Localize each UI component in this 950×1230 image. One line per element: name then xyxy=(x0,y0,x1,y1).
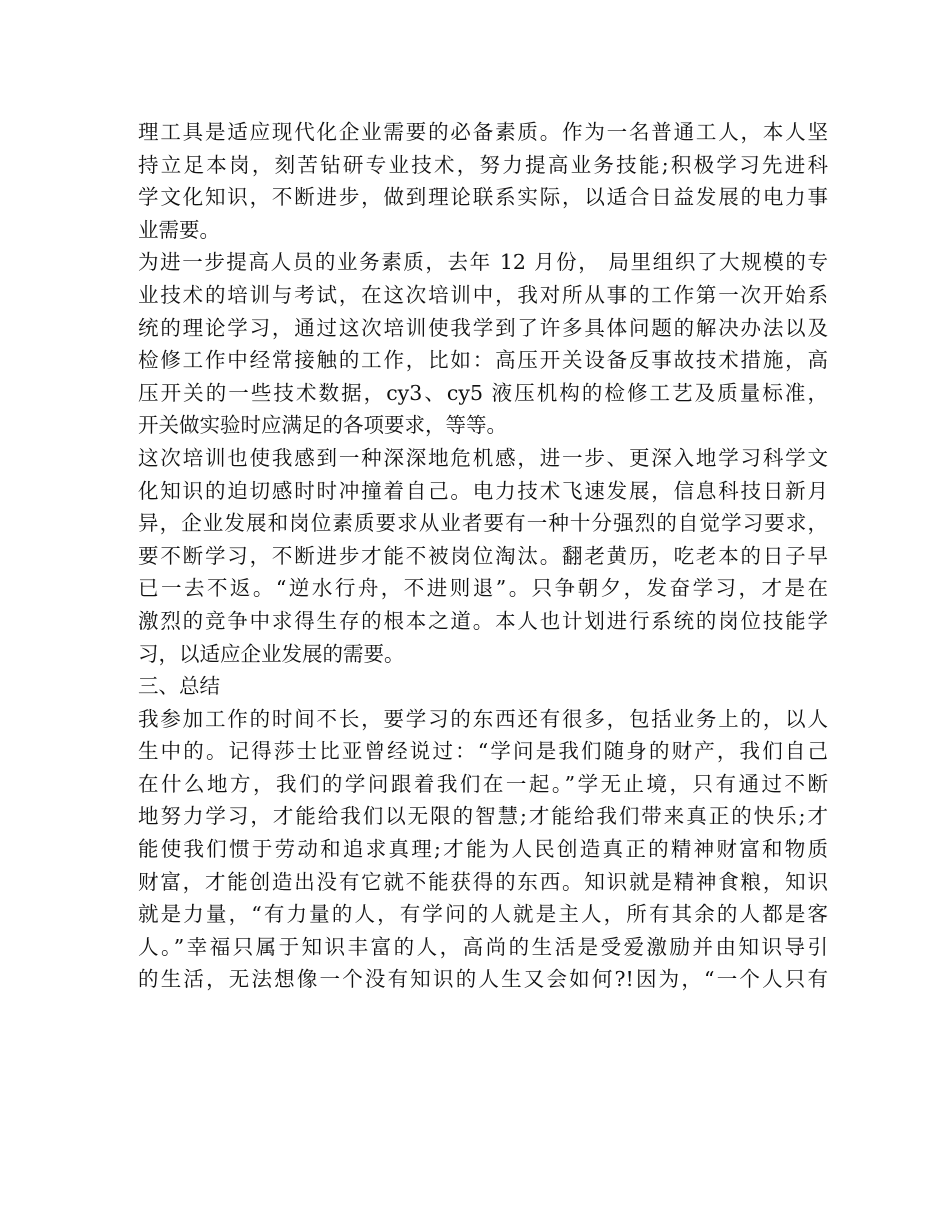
text-line: 在什么地方，我们的学问跟着我们在一起。”学无止境，只有通过不断 xyxy=(138,771,828,796)
text-line: 就是力量，“有力量的人，有学问的人就是主人，所有其余的人都是客 xyxy=(138,902,828,927)
text-line: 财富，才能创造出没有它就不能获得的东西。知识就是精神食粮，知识 xyxy=(138,869,828,894)
text-line: 检修工作中经常接触的工作，比如：高压开关设备反事故技术措施，高 xyxy=(138,348,828,373)
text-line: 理工具是适应现代化企业需要的必备素质。作为一名普通工人，本人坚 xyxy=(138,120,828,144)
text-line: 异，企业发展和岗位素质要求从业者要有一种十分强烈的自觉学习要求， xyxy=(138,511,828,536)
text-line: 地努力学习，才能给我们以无限的智慧;才能给我们带来真正的快乐;才 xyxy=(138,804,828,829)
text-line: 激烈的竞争中求得生存的根本之道。本人也计划进行系统的岗位技能学 xyxy=(138,608,828,633)
section-heading: 三、总结 xyxy=(138,674,220,699)
text-line: 业需要。 xyxy=(138,217,220,242)
text-line: 能使我们惯于劳动和追求真理;才能为人民创造真正的精神财富和物质 xyxy=(138,837,828,862)
text-line: 为进一步提高人员的业务素质，去年 12 月份， 局里组织了大规模的专 xyxy=(138,250,828,275)
text-line: 开关做实验时应满足的各项要求，等等。 xyxy=(138,413,507,438)
text-line: 习，以适应企业发展的需要。 xyxy=(138,641,405,666)
text-line: 化知识的迫切感时时冲撞着自己。电力技术飞速发展，信息科技日新月 xyxy=(138,478,828,503)
text-line: 持立足本岗，刻苦钻研专业技术，努力提高业务技能;积极学习先进科 xyxy=(138,152,828,177)
document-page xyxy=(138,116,828,996)
text-line: 统的理论学习，通过这次培训使我学到了许多具体问题的解决办法以及 xyxy=(138,315,828,340)
text-line: 生中的。记得莎士比亚曾经说过：“学问是我们随身的财产，我们自己 xyxy=(138,739,828,764)
text-line: 这次培训也使我感到一种深深地危机感，进一步、更深入地学习科学文 xyxy=(138,445,828,470)
text-line: 人。”幸福只属于知识丰富的人，高尚的生活是受爱激励并由知识导引 xyxy=(138,934,828,959)
text-line: 学文化知识，不断进步，做到理论联系实际，以适合日益发展的电力事 xyxy=(138,185,828,210)
text-line: 压开关的一些技术数据，cy3、cy5 液压机构的检修工艺及质量标准， xyxy=(138,380,828,405)
text-line: 的生活，无法想像一个没有知识的人生又会如何?!因为，“一个人只有 xyxy=(138,967,828,992)
text-line: 已一去不返。“逆水行舟，不进则退”。只争朝夕，发奋学习，才是在 xyxy=(138,576,828,601)
text-line: 业技术的培训与考试，在这次培训中，我对所从事的工作第一次开始系 xyxy=(138,282,828,307)
text-line: 我参加工作的时间不长，要学习的东西还有很多，包括业务上的，以人 xyxy=(138,706,828,731)
text-line: 要不断学习，不断进步才能不被岗位淘汰。翻老黄历，吃老本的日子早 xyxy=(138,543,828,568)
